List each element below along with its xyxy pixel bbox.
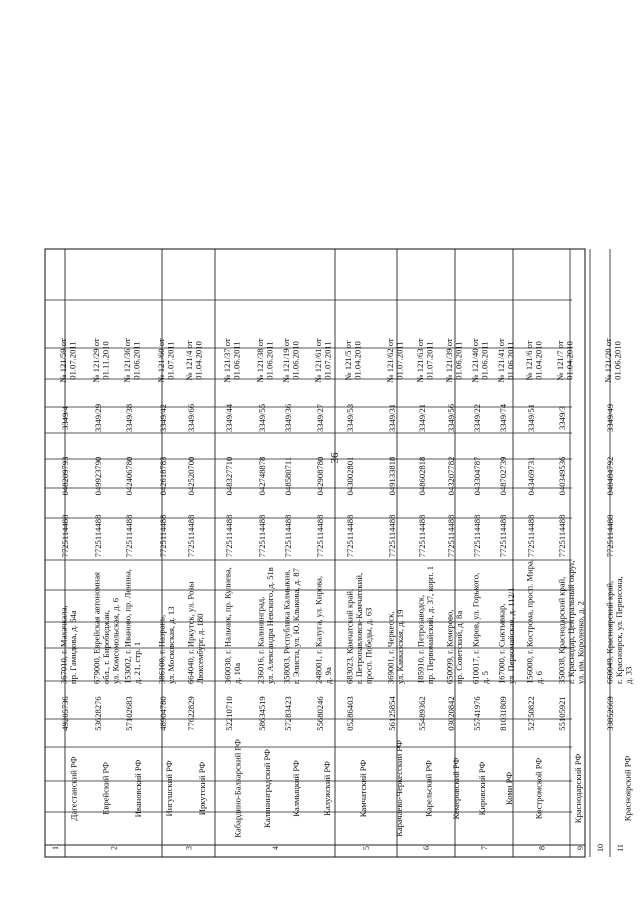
order-reference: № 121/41 от01.06.2011 <box>496 338 516 383</box>
region-name: Дагестанский РФ <box>68 756 79 821</box>
region-name: Камчатский РФ <box>358 759 368 818</box>
okpo-code: 56125854 <box>387 696 397 731</box>
region-name: Карельский РФ <box>423 760 434 817</box>
branch-code: 3349/53 <box>345 403 355 433</box>
branch-code: 3349/66 <box>186 403 196 433</box>
inn-code: 7725114488 <box>186 514 196 558</box>
okpo-code: 58634519 <box>257 696 267 731</box>
order-reference: № 121/62 от01.07.2011 <box>385 338 405 383</box>
inn-code: 7725114488 <box>124 514 134 558</box>
kpp-code: 049133818 <box>387 456 397 496</box>
order-reference: № 121/38 от01.06.2011 <box>255 338 275 383</box>
region-name: Краснодарский РФ <box>573 753 583 824</box>
address: 610017, г. Киров, ул. Горького,д. 5 <box>470 572 491 684</box>
branch-code: 3349/3 <box>557 406 567 430</box>
okpo-code: 49205736 <box>60 696 70 731</box>
inn-code: 7725114488 <box>93 514 103 558</box>
inn-code: 7725114488 <box>345 514 355 558</box>
order-reference: № 121/20 от01.06.2010 <box>603 338 623 383</box>
region-name: Кемеровский РФ <box>451 757 461 820</box>
okpo-code: 55741976 <box>472 696 482 731</box>
kpp-code: 048209793 <box>60 456 70 496</box>
region-name: Костромской РФ <box>533 757 544 820</box>
address: 236016, г. Калининград,ул. Александра Невского, д. 51в <box>255 567 276 684</box>
inn-code: 7725114488 <box>257 514 267 558</box>
inn-code: 7725114488 <box>557 514 567 558</box>
order-reference: № 121/39 от01.06.2011 <box>444 338 464 383</box>
inn-code: 7725114488 <box>446 514 456 558</box>
branch-code: 3349/31 <box>387 403 397 433</box>
page-number: 36 <box>329 452 341 464</box>
address: 185910, г. Петрозаводск,пр. Первомайский, д. 37, корп. 1 <box>415 565 436 684</box>
okpo-code: 81031809 <box>498 696 508 731</box>
kpp-code: 042618783 <box>158 456 168 496</box>
branch-code: 3349/42 <box>158 403 168 433</box>
address: 367010, г. Махачкала,пр. Гамидова, д. 54а <box>58 605 79 684</box>
branch-code: 3349/74 <box>498 403 508 433</box>
header-cell: 8 <box>537 846 547 850</box>
order-reference: № 121/5 от01.04.2010 <box>343 340 363 381</box>
order-reference: № 121/37 от01.06.2011 <box>222 338 242 383</box>
region-name: Иркутский РФ <box>197 761 207 816</box>
kpp-code: 040484792 <box>605 456 615 496</box>
inn-code: 7725114488 <box>526 514 536 558</box>
address: 650099, г. Кемерово,пр. Советский, д. 8а <box>444 609 465 684</box>
branch-code: 3349/27 <box>315 403 325 433</box>
header-cell: 10 <box>596 844 605 852</box>
region-name: Карачаево-Черкесский РФ <box>394 740 404 837</box>
okpo-code: 53628276 <box>93 696 103 731</box>
kpp-code: 042908780 <box>315 456 325 496</box>
kpp-code: 048327710 <box>224 456 234 496</box>
inn-code: 7725114488 <box>158 514 168 558</box>
order-reference: № 121/4 от01.04.2010 <box>184 340 204 381</box>
address: 360030, г. Нальчик, пр. Кулиева,д. 10а <box>222 567 243 684</box>
kpp-code: 048602818 <box>417 456 427 496</box>
address: 248001, г. Калуга, ул. Кирова,д. 9а <box>313 576 334 684</box>
okpo-code: 55489362 <box>417 696 427 731</box>
kpp-code: 049923790 <box>93 456 103 496</box>
inn-code: 7725114488 <box>605 514 615 558</box>
branch-code: 3349/56 <box>446 403 456 433</box>
okpo-code: 55680246 <box>315 696 325 731</box>
okpo-code: 57283423 <box>283 696 293 731</box>
address: 156000, г. Кострома, просп. Мира,д. 6 <box>524 559 545 684</box>
address: 386100, г. Назрань,ул. Московская, д. 13 <box>156 606 177 684</box>
region-name: Красноярский РФ <box>622 755 633 822</box>
branch-code: 3349/55 <box>257 403 267 433</box>
okpo-code: 33852669 <box>605 696 615 731</box>
kpp-code: 043469731 <box>526 456 536 496</box>
order-reference: № 121/19 от01.06.2010 <box>281 338 301 383</box>
kpp-code: 040349536 <box>557 456 567 496</box>
order-reference: № 121/63 от01.07.2011 <box>415 338 435 383</box>
header-cell: 2 <box>109 846 119 850</box>
region-name: Еврейский РФ <box>100 762 111 815</box>
order-reference: № 121/6 от01.04.2010 <box>524 340 544 381</box>
region-name: Калмыцкий РФ <box>291 760 301 817</box>
okpo-code: 05286403 <box>345 696 355 731</box>
region-name: Ингушский РФ <box>164 760 174 817</box>
kpp-code: 048702739 <box>498 456 508 496</box>
header-cell: 3 <box>184 846 194 850</box>
region-name: Калининградский РФ <box>262 749 272 828</box>
okpo-code: 52210710 <box>224 696 234 731</box>
region-name: Кировский РФ <box>477 761 487 816</box>
kpp-code: 042748878 <box>257 456 267 496</box>
inn-code: 7725114488 <box>315 514 325 558</box>
address: 358003, Республика Калмыкия,г. Элиста, ул. Ю. Клыкова, д. 87 <box>281 568 302 684</box>
order-reference: № 121/40 от01.06.2011 <box>470 338 490 383</box>
inn-code: 7725114488 <box>417 514 427 558</box>
kpp-code: 043207782 <box>446 456 456 496</box>
inn-code: 7725114488 <box>472 514 482 558</box>
inn-code: 7725114488 <box>224 514 234 558</box>
address: 167000, г. Сыктывкар,ул. Первомайская, д. 112/1 <box>496 587 517 684</box>
address: 153002, г. Иваново, пр. Ленина,д. 21, стр. 1 <box>122 569 143 684</box>
branch-code: 3349/51 <box>526 403 536 433</box>
kpp-code: 042406780 <box>124 456 134 496</box>
kpp-code: 043304787 <box>472 456 482 496</box>
branch-code: 3349/44 <box>224 403 234 433</box>
header-cell: 7 <box>480 846 489 850</box>
okpo-code: 55105921 <box>557 696 567 731</box>
order-reference: № 121/59 от01.07.2011 <box>58 338 78 383</box>
inn-code: 7725114488 <box>498 514 508 558</box>
header-cell: 9 <box>576 846 585 850</box>
inn-code: 7725114488 <box>387 514 397 558</box>
header-cell: 11 <box>616 844 625 852</box>
okpo-code: 03020842 <box>446 696 456 731</box>
branch-code: 3349/22 <box>472 403 482 433</box>
inn-code: 7725114488 <box>60 514 70 558</box>
okpo-code: 77622829 <box>186 696 196 731</box>
header-cell: 4 <box>271 846 280 850</box>
address: 679000, Еврейская автономнаяобл., г. Биробиджан,ул. Комсомольская, д. 6 <box>91 571 121 684</box>
region-name: Ивановский РФ <box>133 759 143 818</box>
header-cell: 1 <box>51 846 60 850</box>
header-cell: 5 <box>362 846 371 850</box>
branch-code: 3349/49 <box>605 403 615 433</box>
branch-code: 3349/21 <box>417 403 427 433</box>
header-cell: 6 <box>422 846 431 850</box>
inn-code: 7725114488 <box>283 514 293 558</box>
branch-code: 3349/4 <box>60 406 70 430</box>
kpp-code: 048580711 <box>283 456 293 496</box>
order-reference: № 121/7 от01.04.2010 <box>555 340 575 381</box>
address: 664040, г. Иркутск, ул. РозыЛюксембург, д. 180 <box>185 581 206 684</box>
address: 683023, Камчатский край,г. Петропавловск-Камчатский,просп. Победы, д. 63 <box>344 572 374 684</box>
address: 369001, г. Черкесск,ул. Кавказская, д. 19 <box>385 609 406 684</box>
address: 660049, Красноярский край,г. Красноярск, ул. Перенсона,д. 33 <box>604 576 634 684</box>
order-reference: № 121/60 от01.07.2011 <box>156 338 176 383</box>
region-name: Коми РФ <box>504 771 514 806</box>
order-reference: № 121/61 от01.07.2011 <box>313 338 333 383</box>
okpo-code: 57102683 <box>124 696 134 731</box>
branch-code: 3349/29 <box>93 403 103 433</box>
order-reference: № 121/29 от01.11.2010 <box>91 338 111 383</box>
kpp-code: 042520700 <box>186 456 196 496</box>
branch-code: 3349/36 <box>283 403 293 433</box>
region-name: Кабардино-Балкарский РФ <box>232 739 243 838</box>
branch-code: 3349/38 <box>124 403 134 433</box>
region-name: Калужский РФ <box>322 761 332 816</box>
okpo-code: 48904780 <box>158 696 168 731</box>
address: 350038, Краснодарский край,г. Краснодар, Центральный округ,ул. им. Короленко, д. 2 <box>556 560 586 684</box>
okpo-code: 52750822 <box>526 696 536 731</box>
order-reference: № 121/36 от01.06.2011 <box>122 338 142 383</box>
kpp-code: 043002801 <box>345 456 355 496</box>
